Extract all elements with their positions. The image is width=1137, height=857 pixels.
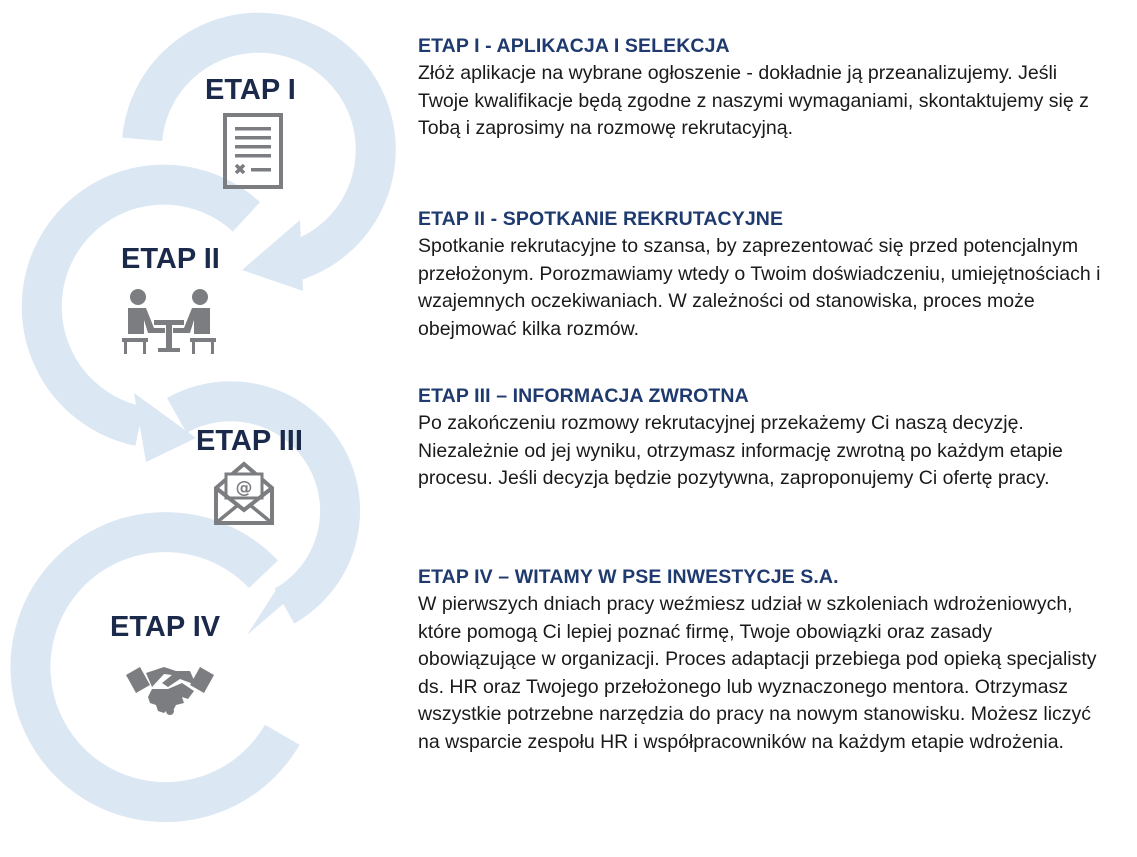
stage-4-description: W pierwszych dniach pracy weźmiesz udział w szkoleniach wdrożeniowych, które pomogą Ci lepiej poznać firmę, Twoje obowiązki oraz zasady obowiązujące w organizacji. Proces adaptacji przebiega pod opieką specjalisty ds. HR oraz Twojego przełożonego lub wyznaczonego mentora. Otrzymasz wszystkie potrzebne narzędzia do pracy na nowym stanowisku. Możesz liczyć na wsparcie zespołu HR i współpracowników na każdym etapie wdrożenia. xyxy=(418,593,1097,753)
stage-2-heading: ETAP II - SPOTKANIE REKRUTACYJNE xyxy=(418,208,784,230)
stage-3-text xyxy=(418,385,1108,493)
stage-flow xyxy=(0,0,400,852)
flow-arrowhead-1 xyxy=(242,220,303,291)
stage-2-label: ETAP II xyxy=(121,243,220,275)
document-icon xyxy=(223,113,283,189)
envelope-icon xyxy=(213,460,275,526)
stage-4-heading: ETAP IV – WITAMY W PSE INWESTYCJE S.A. xyxy=(418,566,839,588)
stage-3-heading: ETAP III – INFORMACJA ZWROTNA xyxy=(418,385,749,407)
meeting-icon xyxy=(120,288,218,354)
svg-text:@: @ xyxy=(235,478,253,498)
stage-1-label: ETAP I xyxy=(205,74,296,106)
stage-1-text xyxy=(418,35,1108,143)
stage-4-label: ETAP IV xyxy=(110,611,221,643)
stage-1-heading: ETAP I - APLIKACJA I SELEKCJA xyxy=(418,35,730,57)
stage-3-label: ETAP III xyxy=(196,425,303,457)
handshake-icon xyxy=(124,661,216,717)
stage-2-description: Spotkanie rekrutacyjne to szansa, by zaprezentować się przed potencjalnym przełożonym. Porozmawiamy wtedy o Twoim doświadczeniu, umiejętnościach i wzajemnych oczekiwaniach. W zależności od stanowiska, proces może obejmować kilka rozmów. xyxy=(418,235,1101,340)
stage-1-description: Złóż aplikacje na wybrane ogłoszenie - dokładnie ją przeanalizujemy. Jeśli Twoje kwalifikacje będą zgodne z naszymi wymaganiami, skontaktujemy się z Tobą i zaprosimy na rozmowę rekrutacyjną. xyxy=(418,62,1089,139)
stage-2-text xyxy=(418,208,1108,343)
stage-3-description: Po zakończeniu rozmowy rekrutacyjnej przekażemy Ci naszą decyzję. Niezależnie od jej wyniku, otrzymasz informację zwrotną po każdym etapie procesu. Jeśli decyzja będzie pozytywna, zaproponujemy Ci ofertę pracy. xyxy=(418,412,1063,489)
stage-4-text xyxy=(418,566,1108,756)
